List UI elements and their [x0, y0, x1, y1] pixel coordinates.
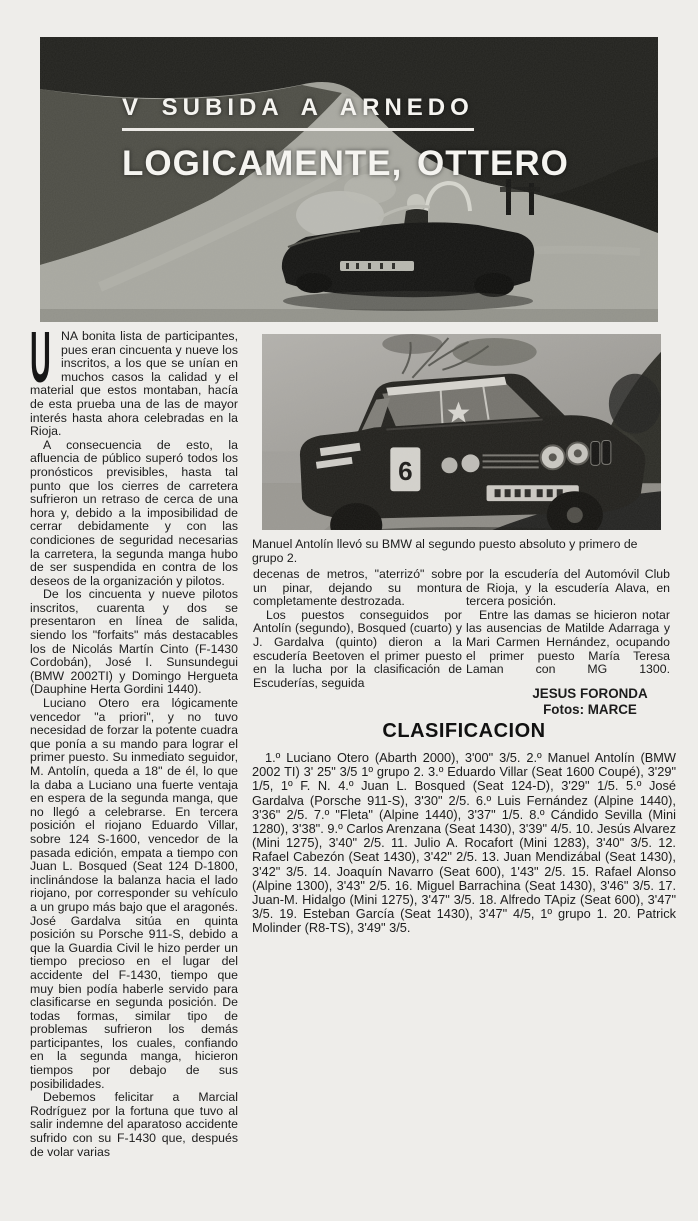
byline-photo-credit: Fotos: MARCE — [543, 701, 637, 717]
headline-kicker: V SUBIDA A ARNEDO — [122, 94, 474, 131]
article-paragraph: Luciano Otero era lógicamente vencedor "a priori", y no tuvo necesidad de forzar la potente cuadra que ponía a su mando para lograr el primer puesto. Su inmediato seguidor, M. Antolín, queda a 18" de él, lo que la daba a Luciano una fuerte ventaja en espera de la segunda manga, que no llegó a celebrarse. En tercera posición el riojano Eduardo Villar, sobre 124 S-1600, vencedor de la pasada edición, empata a tiempo con Juan L. Bosqued (Seat 124 D-1800, inclinándose la balanza hacia el lado riojano, por corresponder su vehículo a un grupo más bajo que el aragonés. José Gardalva sitúa en quinta posición su Porsche 911-S, debido a que la Guardia Civil le hizo perder un tiempo precioso en el lugar del accidente del F-1430, tiempo que muy bien podía haberle servido para clasificarse en segunda posición. De todas formas, similar tipo de problemas sufrieron los demás participantes, los cuales, confiando en la segunda manga, hicieron tiempos por debajo de sus posibilidades. — [30, 696, 238, 1091]
article-middle-column — [253, 568, 462, 690]
headline-title: LOGICAMENTE, OTTERO — [122, 144, 569, 183]
byline-author: JESUS FORONDA — [532, 686, 648, 701]
paragraph-text: NA bonita lista de participantes, pues eran cincuenta y nueve los inscritos, a los que se unían en muchos casos la calidad y el material que estos montaban, hacía de esta prueba una de las de mayor interés hasta ahora celebradas en la Rioja. — [30, 329, 238, 439]
photo-caption: Manuel Antolín llevó su BMW al segundo puesto absoluto y primero de grupo 2. — [252, 537, 638, 565]
race-number: 6 — [398, 456, 413, 487]
article-paragraph: De los cincuenta y nueve pilotos inscritos, cuarenta y dos se presentaron en línea de salida, siendo los "forfaits" más destacables los de Nicolás Martín Cinto (F-1430 Cordobán), José I. Sunsundegui (BMW 2002TI) y Domingo Hergueta (Dauphine Herta Gordini 1440). — [30, 587, 238, 697]
byline-block — [500, 686, 680, 717]
article-right-column — [466, 568, 670, 677]
classification-results-text: 1.º Luciano Otero (Abarth 2000), 3'00" 3/5. 2.º Manuel Antolín (BMW 2002 TI) 3' 25" 3/5 1º grupo 2. 3.º Eduardo Villar (Seat 1600 Coupé), 3'29" 1/5, 1º F. N. 4.º Juan L. Bosqued (Seat 124-D), 3'29" 1/5. 5.º José Gardalva (Porsche 911-S), 3'30" 2/5. 6.º Luis Fernández (Alpine 1440), 3'36" 2/5. 7.º "Fleta" (Alpine 1440), 3'37" 1/5. 8.º Cándido Sevilla (Mini 1280), 3'38". 9.º Carlos Arenzana (Seat 1430), 3'39" 4/5. 10. Jesús Alvarez (Mini 1275), 3'40" 2/5. 11. Julio A. Rocafort (Mini 1283), 3'40" 3/5. 12. Rafael Cabezón (Seat 1430), 3'42" 2/5. 13. Juan Mendizábal (Seat 1430), 3'42" 3/5. 14. Joaquín Navarro (Seat 600), 1'43" 2/5. 15. Rafael Alonso (Alpine 1300), 3'43" 2/5. 16. Miguel Barrachina (Seat 1430), 3'46" 3/5. 17. Juan-M. Hidalgo (Mini 1275), 3'47" 3/5. 18. Alfredo TApiz (Seat 600), 3'47" 3/5. 19. Esteban García (Seat 1430), 3'47" 4/5, 1º grupo 1. 20. Patrick Molinder (R8-TS), 3'49" 3/5. — [252, 750, 676, 936]
article-paragraph: Debemos felicitar a Marcial Rodríguez por la fortuna que tuvo al salir indemne del aparatoso accidente sufrido con su F-1430 que, después de volar varias — [30, 1090, 238, 1159]
bmw-photo — [262, 334, 661, 530]
article-paragraph: Los puestos conseguidos por Antolín (segundo), Bosqued (cuarto) y J. Gardalva (quinto) dieron a la escudería Beetoven el primer puesto en la lucha por la clasificación de Escuderías, seguida — [253, 607, 462, 690]
classification-section — [252, 720, 676, 936]
article-left-column — [30, 316, 238, 1159]
article-paragraph: Entre las damas se hicieron notar las ausencias de Matilde Adarraga y Mari Carmen Hernández, ocupando el primer puesto María Teresa Laman con MG 1300. — [466, 607, 670, 677]
bmw-photo-illustration — [262, 334, 661, 530]
headline-block — [122, 94, 569, 184]
article-paragraph: por la escudería del Automóvil Club de Rioja, y la escudería Alava, en tercera posición. — [466, 567, 670, 609]
drop-cap — [30, 316, 57, 398]
article-paragraph: decenas de metros, "aterrizó" sobre un pinar, dejando su montura completamente destrozada. — [253, 567, 462, 609]
hero-photo — [40, 37, 658, 322]
article-paragraph — [30, 316, 238, 439]
article-paragraph: A consecuencia de esto, la afluencia de público superó todos los pronósticos previsibles, hasta tal punto que los cierres de carretera sufrieron un retraso de cerca de una hora y, debido a la imposibilidad de cerrar debidamente y con las condiciones de seguridad necesarias la carretera, la segunda manga hubo de ser suspendida en contra de los deseos de la organización y pilotos. — [30, 437, 238, 588]
classification-title: CLASIFICACION — [382, 720, 546, 742]
drop-cap-letter: U — [30, 316, 51, 398]
